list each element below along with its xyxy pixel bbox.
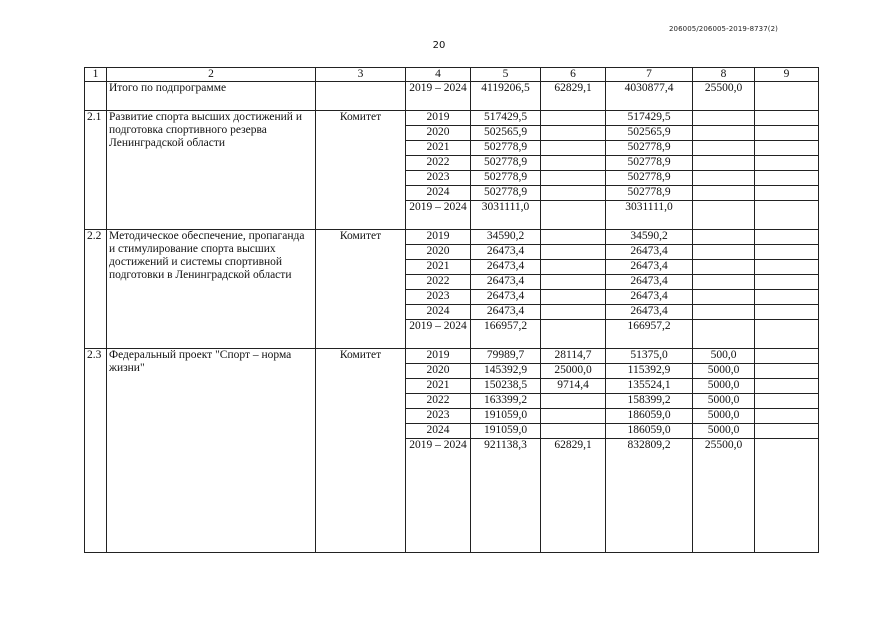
value-col9 [755,186,819,201]
table-row [85,111,819,126]
value-col9 [755,230,819,245]
value-col9 [755,349,819,364]
header-row [85,68,819,82]
value-col7: 26473,4 [606,275,693,290]
value-col9 [755,156,819,171]
section-executor: Комитет [316,230,406,349]
value-col8 [693,171,755,186]
year-cell: 2024 [406,424,471,439]
value-col6 [541,141,606,156]
value-col7: 502778,9 [606,141,693,156]
value-col7: 26473,4 [606,305,693,320]
header-cell: 8 [693,68,755,82]
value-col7: 502565,9 [606,126,693,141]
value-col8: 5000,0 [693,409,755,424]
year-cell: 2019 – 2024 [406,439,471,553]
value-col6 [541,290,606,305]
value-col6 [541,305,606,320]
section-number: 2.1 [85,111,107,230]
page-number: 20 [432,40,446,51]
value-col8 [693,245,755,260]
header-cell: 9 [755,68,819,82]
value-col8: 5000,0 [693,424,755,439]
year-cell: 2021 [406,260,471,275]
year-cell: 2022 [406,275,471,290]
year-cell: 2022 [406,156,471,171]
value-col7: 186059,0 [606,409,693,424]
year-cell: 2021 [406,141,471,156]
value-col9 [755,320,819,349]
value-col7: 26473,4 [606,260,693,275]
value-col6 [541,260,606,275]
summary-col5: 4119206,5 [471,82,541,111]
value-col6 [541,275,606,290]
value-col5: 166957,2 [471,320,541,349]
value-col5: 502565,9 [471,126,541,141]
year-cell: 2023 [406,171,471,186]
value-col5: 26473,4 [471,290,541,305]
value-col9 [755,260,819,275]
section-executor: Комитет [316,111,406,230]
summary-col9 [755,82,819,111]
value-col6 [541,394,606,409]
value-col7: 517429,5 [606,111,693,126]
value-col7: 186059,0 [606,424,693,439]
year-cell: 2020 [406,126,471,141]
section-number: 2.3 [85,349,107,553]
value-col9 [755,201,819,230]
year-cell: 2024 [406,305,471,320]
value-col5: 921138,3 [471,439,541,553]
year-cell: 2020 [406,245,471,260]
value-col7: 832809,2 [606,439,693,553]
value-col5: 3031111,0 [471,201,541,230]
year-cell: 2023 [406,409,471,424]
value-col9 [755,379,819,394]
value-col7: 502778,9 [606,171,693,186]
document-id: 206005/206005-2019-8737(2) [669,25,778,33]
value-col6 [541,126,606,141]
year-cell: 2019 [406,230,471,245]
value-col5: 502778,9 [471,186,541,201]
value-col8 [693,320,755,349]
value-col5: 502778,9 [471,171,541,186]
value-col5: 26473,4 [471,305,541,320]
value-col6 [541,111,606,126]
year-cell: 2019 – 2024 [406,201,471,230]
year-cell: 2019 [406,111,471,126]
value-col9 [755,126,819,141]
year-cell: 2022 [406,394,471,409]
header-cell: 7 [606,68,693,82]
value-col7: 26473,4 [606,245,693,260]
value-col7: 34590,2 [606,230,693,245]
value-col7: 502778,9 [606,156,693,171]
header-cell: 4 [406,68,471,82]
program-table [84,67,819,553]
value-col5: 191059,0 [471,424,541,439]
summary-num [85,82,107,111]
value-col9 [755,424,819,439]
value-col7: 51375,0 [606,349,693,364]
value-col8 [693,201,755,230]
value-col8 [693,275,755,290]
value-col9 [755,394,819,409]
value-col7: 158399,2 [606,394,693,409]
value-col5: 79989,7 [471,349,541,364]
summary-col8: 25500,0 [693,82,755,111]
value-col8 [693,156,755,171]
value-col5: 26473,4 [471,245,541,260]
section-number: 2.2 [85,230,107,349]
value-col6 [541,201,606,230]
value-col8: 25500,0 [693,439,755,553]
value-col7: 115392,9 [606,364,693,379]
value-col8: 500,0 [693,349,755,364]
value-col8 [693,141,755,156]
summary-row [85,82,819,111]
value-col5: 517429,5 [471,111,541,126]
value-col5: 191059,0 [471,409,541,424]
value-col6 [541,156,606,171]
value-col5: 26473,4 [471,275,541,290]
value-col6 [541,171,606,186]
header-cell: 3 [316,68,406,82]
value-col6 [541,409,606,424]
value-col7: 135524,1 [606,379,693,394]
section-executor: Комитет [316,349,406,553]
value-col9 [755,171,819,186]
value-col6 [541,186,606,201]
year-cell: 2024 [406,186,471,201]
section-name: Развитие спорта высших достижений и подготовка спортивного резерва Ленинградской области [107,111,316,230]
value-col8 [693,111,755,126]
value-col6 [541,424,606,439]
value-col8 [693,260,755,275]
value-col9 [755,275,819,290]
value-col6: 25000,0 [541,364,606,379]
value-col6: 62829,1 [541,439,606,553]
summary-col7: 4030877,4 [606,82,693,111]
table-row [85,230,819,245]
value-col7: 3031111,0 [606,201,693,230]
value-col7: 502778,9 [606,186,693,201]
value-col8 [693,305,755,320]
value-col8: 5000,0 [693,364,755,379]
value-col5: 502778,9 [471,141,541,156]
summary-label: Итого по подпрограмме [107,82,316,111]
header-cell: 2 [107,68,316,82]
value-col8: 5000,0 [693,379,755,394]
value-col9 [755,305,819,320]
value-col7: 166957,2 [606,320,693,349]
value-col8 [693,126,755,141]
value-col9 [755,409,819,424]
value-col8: 5000,0 [693,394,755,409]
value-col9 [755,245,819,260]
value-col8 [693,290,755,305]
header-cell: 1 [85,68,107,82]
summary-year: 2019 – 2024 [406,82,471,111]
year-cell: 2019 [406,349,471,364]
year-cell: 2020 [406,364,471,379]
value-col5: 163399,2 [471,394,541,409]
value-col8 [693,230,755,245]
header-cell: 5 [471,68,541,82]
value-col5: 26473,4 [471,260,541,275]
table-row [85,349,819,364]
value-col6: 28114,7 [541,349,606,364]
section-name: Методическое обеспечение, пропаганда и стимулирование спорта высших достижений и системы спортивной подготовки в Ленинградской области [107,230,316,349]
value-col5: 150238,5 [471,379,541,394]
value-col6 [541,245,606,260]
value-col7: 26473,4 [606,290,693,305]
value-col9 [755,439,819,553]
value-col5: 34590,2 [471,230,541,245]
year-cell: 2019 – 2024 [406,320,471,349]
value-col5: 502778,9 [471,156,541,171]
value-col9 [755,141,819,156]
header-cell: 6 [541,68,606,82]
section-name: Федеральный проект "Спорт – норма жизни" [107,349,316,553]
year-cell: 2021 [406,379,471,394]
value-col6: 9714,4 [541,379,606,394]
year-cell: 2023 [406,290,471,305]
value-col8 [693,186,755,201]
value-col9 [755,111,819,126]
value-col6 [541,230,606,245]
summary-col6: 62829,1 [541,82,606,111]
value-col6 [541,320,606,349]
value-col5: 145392,9 [471,364,541,379]
summary-executor [316,82,406,111]
value-col9 [755,290,819,305]
value-col9 [755,364,819,379]
